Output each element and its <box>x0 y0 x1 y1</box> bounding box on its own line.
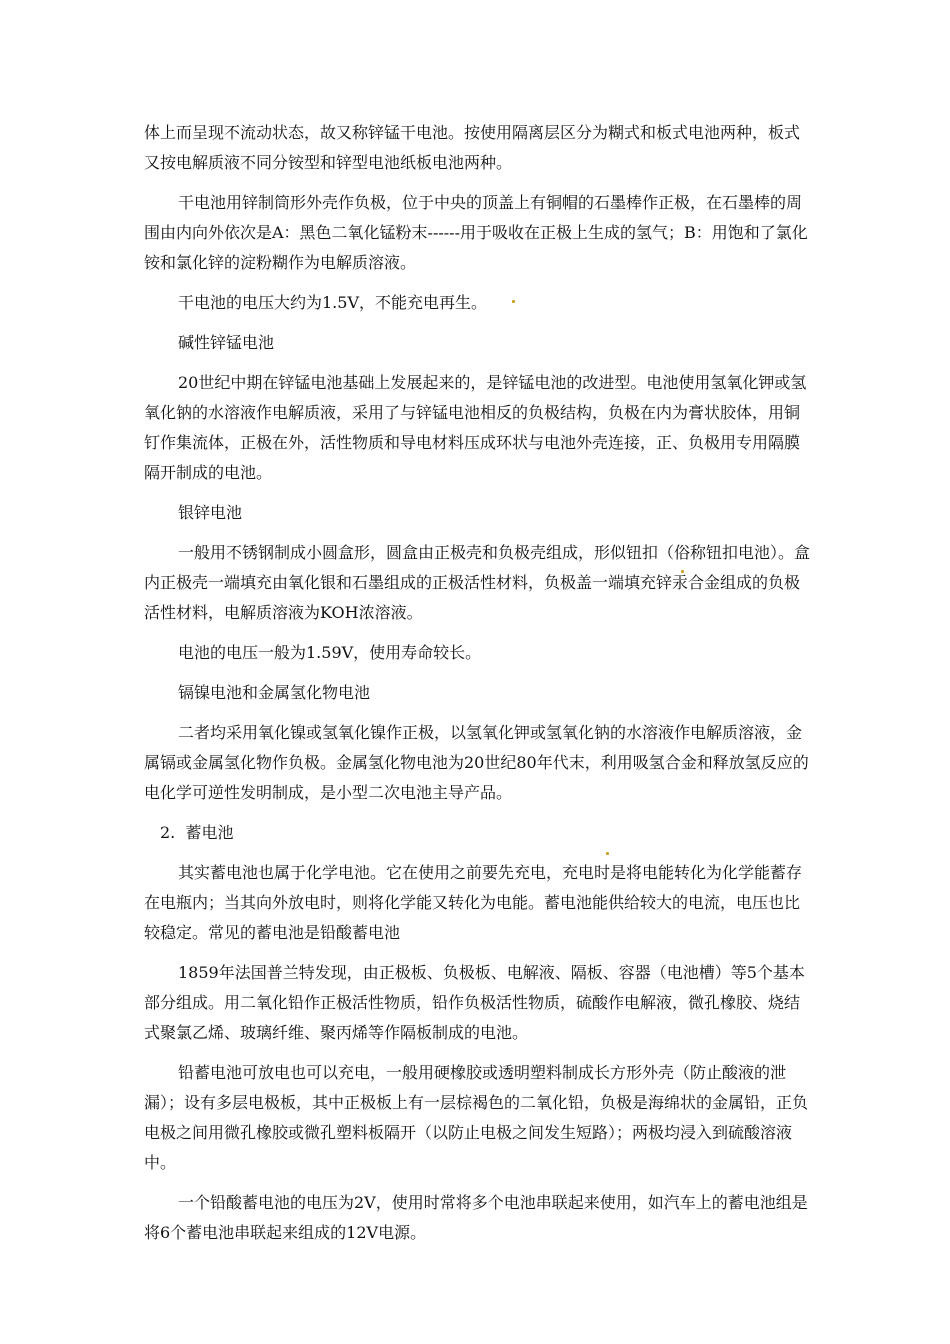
ink-speck <box>606 852 609 855</box>
paragraph-dry-cell-structure: 干电池用锌制筒形外壳作负极，位于中央的顶盖上有铜帽的石墨棒作正极，在石墨棒的周围由内向外依次是A：黑色二氧化锰粉末------用于吸收在正极上生成的氢气；B：用饱和了氯化铵和氯化锌的淀粉糊作为电解质溶液。 <box>144 193 808 272</box>
paragraph-silver-zinc-battery: 一般用不锈钢制成小圆盒形，圆盒由正极壳和负极壳组成，形似钮扣（俗称钮扣电池）。盒内正极壳一端填充由氧化银和石墨组成的正极活性材料，负极盖一端填充锌汞合金组成的负极活性材料，电解质溶液为KOH浓溶液。 <box>144 543 811 622</box>
paragraph-dry-cell-voltage: 干电池的电压大约为1.5V，不能充电再生。 <box>178 293 488 312</box>
paragraph-continuation: 体上而呈现不流动状态，故又称锌锰干电池。按使用隔离层区分为糊式和板式电池两种，板式又按电解质液不同分铵型和锌型电池纸板电池两种。 <box>144 123 801 172</box>
heading-silver-zinc-battery: 银锌电池 <box>178 503 243 522</box>
paragraph-nickel-battery: 二者均采用氧化镍或氢氧化镍作正极，以氢氧化钾或氢氧化钠的水溶液作电解质溶液，金属镉或金属氢化物作负极。金属氢化物电池为20世纪80年代末，利用吸氢合金和释放氢反应的电化学可逆性发明制成，是小型二次电池主导产品。 <box>144 723 809 802</box>
paragraph-silver-zinc-voltage: 电池的电压一般为1.59V，使用寿命较长。 <box>178 643 482 662</box>
heading-alkaline-battery: 碱性锌锰电池 <box>178 333 275 352</box>
document-body <box>144 118 810 1258</box>
heading-nickel-battery: 镉镍电池和金属氢化物电池 <box>178 683 371 702</box>
paragraph-lead-acid-voltage: 一个铅酸蓄电池的电压为2V，使用时常将多个电池串联起来使用，如汽车上的蓄电池组是将6个蓄电池串联起来组成的12V电源。 <box>144 1193 808 1242</box>
paragraph-alkaline-battery: 20世纪中期在锌锰电池基础上发展起来的，是锌锰电池的改进型。电池使用氢氧化钾或氢氧化钠的水溶液作电解质液，采用了与锌锰电池相反的负极结构，负极在内为膏状胶体，用铜钉作集流体，正极在外，活性物质和导电材料压成环状与电池外壳连接，正、负极用专用隔膜隔开制成的电池。 <box>144 373 807 482</box>
ink-speck <box>512 300 515 303</box>
paragraph-lead-acid-structure: 铅蓄电池可放电也可以充电，一般用硬橡胶或透明塑料制成长方形外壳（防止酸液的泄漏）；设有多层电极板，其中正极板上有一层棕褐色的二氧化铅，负极是海绵状的金属铅，正负电极之间用微孔橡胶或微孔塑料板隔开（以防止电极之间发生短路）；两极均浸入到硫酸溶液中。 <box>144 1063 809 1172</box>
heading-storage-battery: 2. 蓄电池 <box>160 823 234 842</box>
paragraph-storage-battery: 其实蓄电池也属于化学电池。它在使用之前要先充电，充电时是将电能转化为化学能蓄存在电瓶内；当其向外放电时，则将化学能又转化为电能。蓄电池能供给较大的电流，电压也比较稳定。常见的蓄电池是铅酸蓄电池 <box>144 863 803 942</box>
paragraph-lead-acid-history: 1859年法国普兰特发现，由正极板、负极板、电解液、隔板、容器（电池槽）等5个基本部分组成。用二氧化铅作正极活性物质，铅作负极活性物质，硫酸作电解液，微孔橡胶、烧结式聚氯乙烯、玻璃纤维、聚丙烯等作隔板制成的电池。 <box>144 963 805 1042</box>
ink-speck <box>681 570 684 573</box>
